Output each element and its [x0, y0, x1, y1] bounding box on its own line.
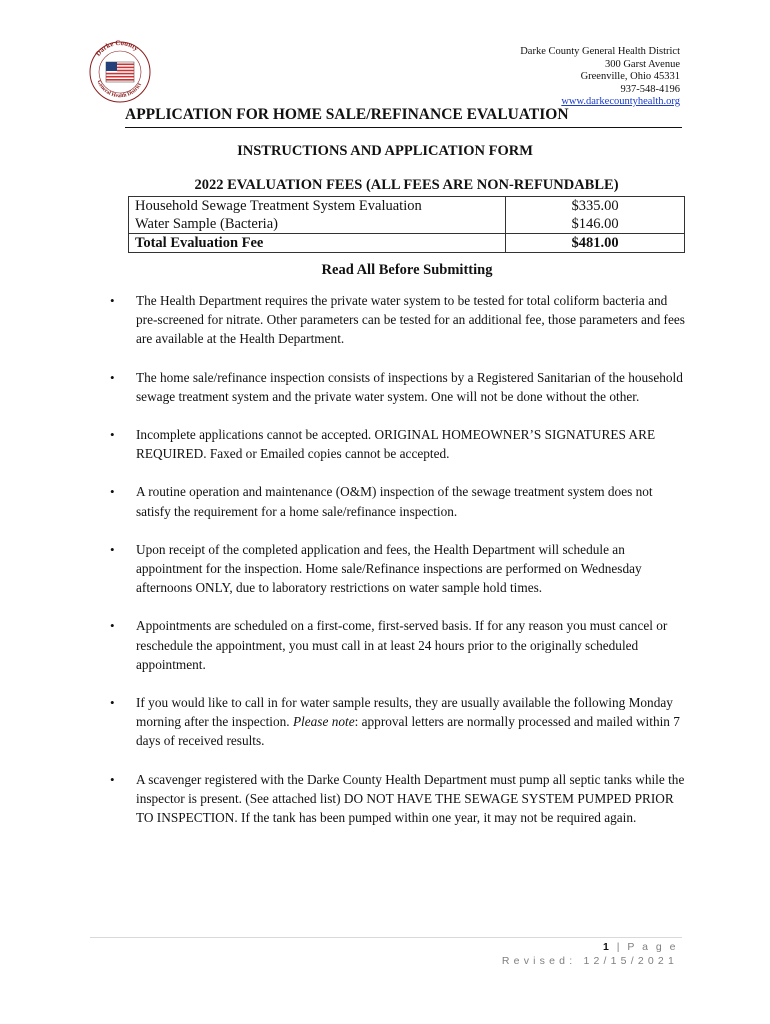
list-item: [108, 425, 688, 463]
page-subtitle: INSTRUCTIONS AND APPLICATION FORM: [237, 143, 533, 159]
logo-text-top: Darke County: [94, 40, 140, 58]
bullet-icon: •: [110, 427, 115, 443]
address-block: [520, 46, 680, 109]
bullet-icon: •: [110, 618, 115, 634]
list-item-text: If you would like to call in for water sample results, they are usually available the following Monday morning after the inspection. Please note: approval letters are normally processed and mailed within 7 days of received results.: [136, 695, 680, 749]
bullet-icon: •: [110, 771, 115, 787]
bullet-icon: •: [110, 695, 115, 711]
list-item: [108, 291, 688, 349]
list-item: [108, 693, 688, 751]
fee-amount: $335.00: [506, 197, 685, 216]
fee-item: Household Sewage Treatment System Evaluation: [129, 197, 506, 216]
list-item-text: A routine operation and maintenance (O&M) inspection of the sewage treatment system does not satisfy the requirement for a home sale/refinance inspection.: [136, 484, 653, 519]
list-item-text: Incomplete applications cannot be accepted. ORIGINAL HOMEOWNER’S SIGNATURES ARE REQUIRED. Faxed or Emailed copies cannot be accepted.: [136, 427, 656, 462]
fees-heading: 2022 EVALUATION FEES (ALL FEES ARE NON-REFUNDABLE): [194, 177, 619, 193]
list-item-text: The home sale/refinance inspection consists of inspections by a Registered Sanitarian of the household sewage treatment system and the private water system. One will not be done without the other.: [136, 369, 683, 404]
bullet-icon: •: [110, 484, 115, 500]
footer-divider: [90, 937, 682, 938]
website-link[interactable]: www.darkecountyhealth.org: [561, 96, 680, 107]
list-item: [108, 368, 688, 406]
page-number-value: 1: [603, 941, 612, 953]
table-row: [129, 197, 685, 216]
bullet-icon: •: [110, 293, 115, 308]
org-name: Darke County General Health District: [520, 46, 680, 57]
city-state-zip: Greenville, Ohio 45331: [580, 71, 680, 82]
logo-text-bottom: General Health District: [95, 79, 144, 100]
list-item: [108, 616, 688, 674]
list-item-text: A scavenger registered with the Darke County Health Department must pump all septic tanks while the inspector is present. (See attached list) DO NOT HAVE THE SEWAGE SYSTEM PUMPED PRIOR TO INSPECTION. If the tank has been pumped within one year, it may not be required again.: [136, 771, 685, 826]
list-item-text: Appointments are scheduled on a first-come, first-served basis. If for any reason you must cancel or reschedule the appointment, you must call in at least 24 hours prior to the originally scheduled appointment.: [136, 618, 668, 672]
phone-number: 937-548-4196: [620, 83, 680, 95]
list-item: [108, 482, 688, 520]
title-divider: [125, 127, 682, 128]
list-item: [108, 540, 688, 598]
fees-table: [128, 196, 685, 253]
read-all-heading: Read All Before Submitting: [321, 262, 493, 278]
bullet-icon: •: [110, 369, 115, 385]
table-row: [129, 215, 685, 234]
bullet-icon: •: [110, 541, 115, 557]
revised-date: Revised: 12/15/2021: [501, 955, 678, 967]
list-item: [108, 770, 688, 828]
page-title: APPLICATION FOR HOME SALE/REFINANCE EVALUATION: [125, 106, 569, 123]
list-item-text: Upon receipt of the completed application and fees, the Health Department will schedule an appointment for the inspection. Home sale/Refinance inspections are performed on Wednesday afternoons ONLY, due to laboratory restrictions on water sample hold times.: [136, 541, 642, 596]
instructions-list: [108, 291, 688, 827]
fee-item: Total Evaluation Fee: [129, 234, 506, 253]
page-label: | P a g e: [616, 941, 678, 953]
table-row-total: [129, 234, 685, 253]
list-item-text: The Health Department requires the private water system to be tested for total coliform bacteria and pre-screened for nitrate. Other parameters can be tested for an additional fee, those parameters and fees are available at the Health Department.: [136, 293, 685, 347]
fee-amount: $481.00: [506, 234, 685, 253]
fee-item: Water Sample (Bacteria): [129, 215, 506, 234]
health-district-logo: [88, 40, 152, 104]
page-number: [603, 941, 678, 953]
fee-amount: $146.00: [506, 215, 685, 234]
street-address: 300 Garst Avenue: [604, 58, 680, 70]
